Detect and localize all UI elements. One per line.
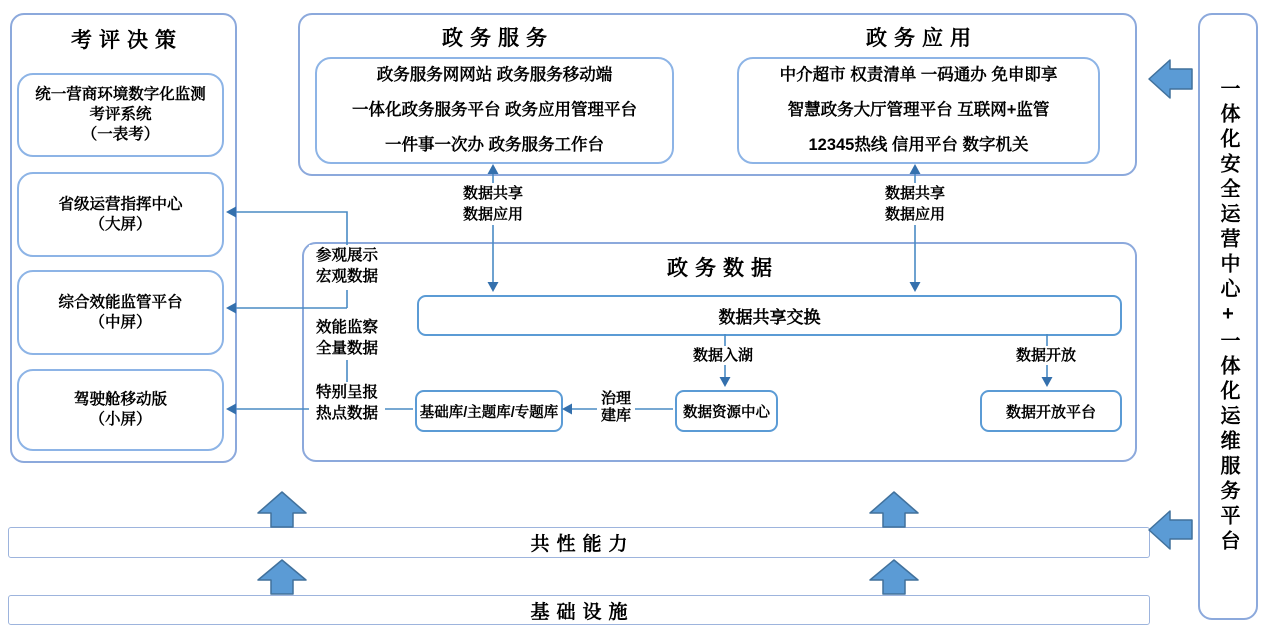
data-open-platform-box: 数据开放平台 <box>980 390 1122 432</box>
evaluation-panel-title: 考评决策 <box>71 29 183 52</box>
data-panel-title: 政务数据 <box>667 257 779 280</box>
label-line: 效能监察 <box>315 319 378 336</box>
box-line: 考评系统 <box>89 106 152 123</box>
command-center-box <box>17 172 224 257</box>
label-line: 参观展示 <box>315 247 378 264</box>
security-ops-panel-text: 一体化安全运营中心+一体化运维服务平台 <box>1217 78 1239 555</box>
open-label: 数据开放 <box>1010 346 1082 365</box>
evaluation-panel <box>10 13 237 463</box>
label-line: 数据共享 <box>462 185 523 202</box>
side-label-efficiency <box>309 317 385 359</box>
side-label-display <box>309 245 385 287</box>
services-line: 政务服务网网站 政务服务移动端 <box>376 66 613 84</box>
label-line: 特别呈报 <box>315 384 378 401</box>
monitor-system-box <box>17 73 224 157</box>
up-arrow-capability-left <box>258 492 306 527</box>
box-line: （大屏） <box>89 215 152 233</box>
box-line: 驾驶舱移动版 <box>73 391 167 408</box>
apps-line: 12345热线 信用平台 数字机关 <box>808 136 1029 154</box>
box-line: （小屏） <box>89 411 152 428</box>
services-box <box>315 57 674 164</box>
label-line: 建库 <box>600 407 631 424</box>
label-line: 宏观数据 <box>315 268 378 285</box>
supervision-platform-box <box>17 270 224 355</box>
cockpit-mobile-box <box>17 369 224 451</box>
label-line: 治理 <box>600 390 631 407</box>
up-arrow-infra-left <box>258 560 306 594</box>
share-label-right <box>878 183 952 225</box>
infrastructure-bar: 基础设施 <box>8 595 1150 625</box>
apps-line: 中介超市 权责清单 一码通办 免申即享 <box>779 66 1058 84</box>
side-label-special <box>309 382 385 424</box>
apps-line: 智慧政务大厅管理平台 互联网+监管 <box>787 101 1050 119</box>
services-title: 政务服务 <box>442 27 554 50</box>
box-line: 省级运营指挥中心 <box>58 195 183 213</box>
command-center-elbow <box>234 212 347 246</box>
services-line: 一体化政务服务平台 政务应用管理平台 <box>351 101 638 119</box>
govern-label <box>597 390 635 424</box>
apps-box <box>737 57 1100 164</box>
share-label-left <box>456 183 530 225</box>
label-line: 数据共享 <box>884 185 945 202</box>
box-line: （中屏） <box>89 313 152 331</box>
data-exchange-box: 数据共享交换 <box>417 295 1122 336</box>
apps-title: 政务应用 <box>866 27 978 50</box>
data-resource-center-box: 数据资源中心 <box>675 390 778 432</box>
label-line: 热点数据 <box>315 405 378 422</box>
base-library-box: 基础库/主题库/专题库 <box>415 390 563 432</box>
label-line: 数据应用 <box>884 206 945 223</box>
up-arrow-infra-right <box>870 560 918 594</box>
lake-label: 数据入湖 <box>687 346 759 365</box>
security-ops-panel <box>1198 13 1258 620</box>
label-line: 全量数据 <box>315 340 378 357</box>
box-line: 统一营商环境数字化监测 <box>35 86 206 103</box>
up-arrow-capability-right <box>870 492 918 527</box>
left-arrow-top <box>1149 60 1192 98</box>
services-line: 一件事一次办 政务服务工作台 <box>384 136 605 154</box>
box-line: 综合效能监管平台 <box>58 293 183 311</box>
left-arrow-bottom <box>1149 511 1192 549</box>
box-line: （一表考） <box>81 126 160 143</box>
label-line: 数据应用 <box>462 206 523 223</box>
services-apps-panel <box>298 13 1137 176</box>
capability-bar: 共性能力 <box>8 527 1150 558</box>
